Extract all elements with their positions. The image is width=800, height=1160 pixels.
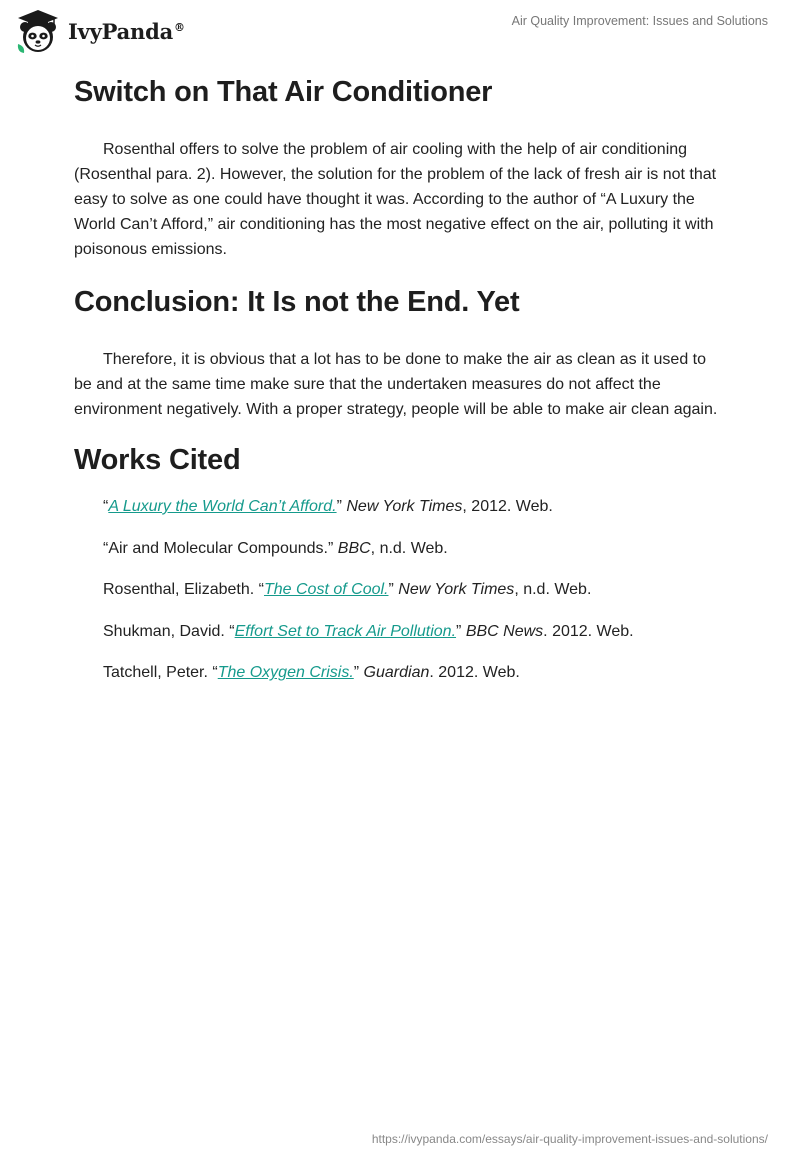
citation-source: BBC [337, 539, 371, 557]
footer-url: https://ivypanda.com/essays/air-quality-improvement-issues-and-solutions/ [371, 1132, 768, 1146]
registered-mark: ® [174, 20, 185, 34]
section-heading: Switch on That Air Conditioner [74, 76, 493, 108]
works-cited-list [74, 494, 720, 685]
section-paragraph: Rosenthal offers to solve the problem of air cooling with the help of air conditioning (Rosenthal para. 2). However, the solution for the problem of the lack of fresh air is not that easy to solve as one could have thought it was. According to the author of “A Luxury the World Can’t Afford,” air conditioning has the most negative effect on the air, polluting it with poisonous emissions. [74, 141, 717, 258]
document-title: Air Quality Improvement: Issues and Solutions [511, 14, 768, 28]
citation-source: Guardian [363, 664, 430, 682]
works-cited-heading: Works Cited [74, 444, 241, 476]
citation-source: New York Times [346, 498, 463, 515]
section-heading: Conclusion: It Is not the End. Yet [74, 286, 520, 318]
citation-link[interactable]: Effort Set to Track Air Pollution. [234, 622, 457, 640]
citation-source: New York Times [398, 581, 515, 599]
citation-link[interactable]: The Oxygen Crisis. [217, 664, 354, 682]
citation-entry: Shukman, David. “Effort Set to Track Air Pollution.” BBC News. 2012. Web. [103, 622, 634, 640]
citation-entry: “A Luxury the World Can’t Afford.” New York Times, 2012. Web. [103, 498, 553, 515]
citation-entry: Rosenthal, Elizabeth. “The Cost of Cool.” New York Times, n.d. Web. [103, 581, 592, 599]
citation-link[interactable]: A Luxury the World Can’t Afford. [108, 498, 337, 515]
brand-name: IvyPanda® [68, 18, 185, 44]
panda-graduation-cap-icon [14, 8, 62, 54]
page-header [0, 0, 800, 62]
citation-entry: “Air and Molecular Compounds.” BBC, n.d. Web. [103, 539, 448, 557]
section-paragraph: Therefore, it is obvious that a lot has to be done to make the air as clean as it used to be and at the same time make sure that the undertaken measures do not affect the environment negatively. With a proper strategy, people will be able to make air clean again. [74, 351, 718, 418]
essay-content [74, 70, 720, 702]
citation-source: BBC News [465, 622, 544, 640]
ivypanda-logo[interactable] [14, 8, 185, 54]
citation-entry: Tatchell, Peter. “The Oxygen Crisis.” Guardian. 2012. Web. [103, 664, 520, 682]
citation-link[interactable]: The Cost of Cool. [263, 581, 389, 599]
